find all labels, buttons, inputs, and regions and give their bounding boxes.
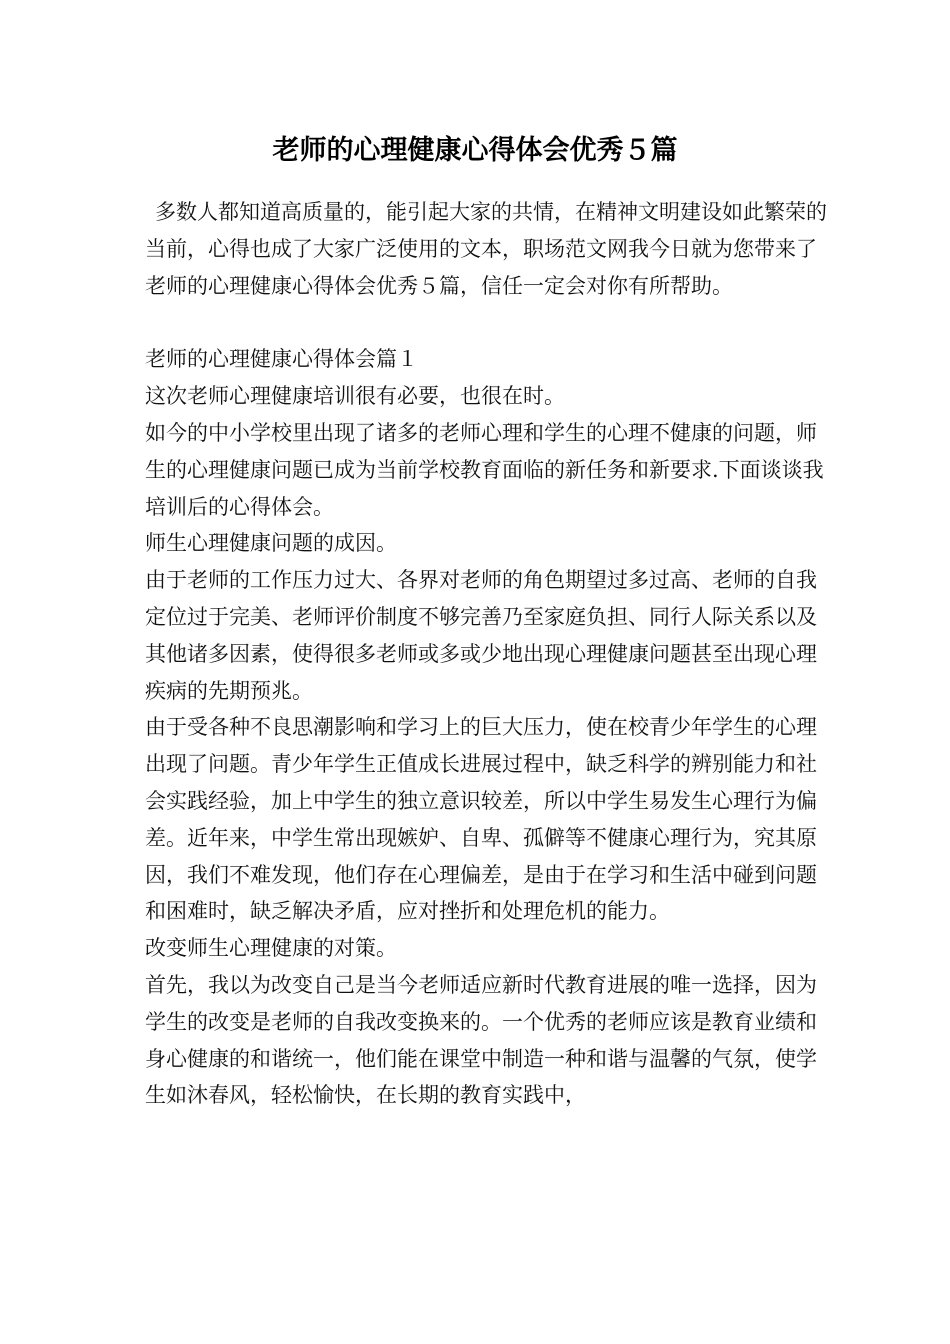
body-paragraph: 由于受各种不良思潮影响和学习上的巨大压力，使在校青少年学生的心理出现了问题。青少年学生正值成长进展过程中，缺乏科学的辨别能力和社会实践经验，加上中学生的独立意识较差，所以中学生易发生心理行为偏差。近年来，中学生常出现嫉妒、自卑、孤僻等不健康心理行为，究其原因，我们不难发现，他们存在心理偏差，是由于在学习和生活中碰到问题和困难时，缺乏解决矛盾，应对挫折和处理危机的能力。 — [145, 715, 817, 924]
paragraph-gap — [145, 304, 830, 341]
section-heading: 老师的心理健康心得体会篇１ — [145, 347, 418, 372]
intro-paragraph: 多数人都知道高质量的，能引起大家的共情，在精神文明建设如此繁荣的当前，心得也成了大家广泛使用的文本，职场范文网我今日就为您带来了老师的心理健康心得体会优秀５篇，信任一定会对你有所帮助。 — [145, 200, 827, 298]
document-body — [145, 194, 830, 1114]
body-paragraph: 如今的中小学校里出现了诸多的老师心理和学生的心理不健康的问题，师生的心理健康问题已成为当前学校教育面临的新任务和新要求.下面谈谈我培训后的心得体会。 — [145, 420, 824, 519]
body-paragraph: 由于老师的工作压力过大、各界对老师的角色期望过多过高、老师的自我定位过于完美、老师评价制度不够完善乃至家庭负担、同行人际关系以及其他诸多因素，使得很多老师或多或少地出现心理健康问题甚至出现心理疾病的先期预兆。 — [145, 568, 817, 703]
body-paragraph: 这次老师心理健康培训很有必要，也很在时。 — [145, 384, 565, 409]
body-paragraph: 首先，我以为改变自己是当今老师适应新时代教育进展的唯一选择，因为学生的改变是老师的自我改变换来的。一个优秀的老师应该是教育业绩和身心健康的和谐统一，他们能在课堂中制造一种和谐与温馨的气氛，使学生如沐春风，轻松愉快，在长期的教育实践中， — [145, 972, 817, 1108]
document-title: 老师的心理健康心得体会优秀５篇 — [272, 135, 678, 166]
body-paragraph: 改变师生心理健康的对策。 — [145, 936, 397, 961]
body-paragraph: 师生心理健康问题的成因。 — [145, 531, 397, 556]
